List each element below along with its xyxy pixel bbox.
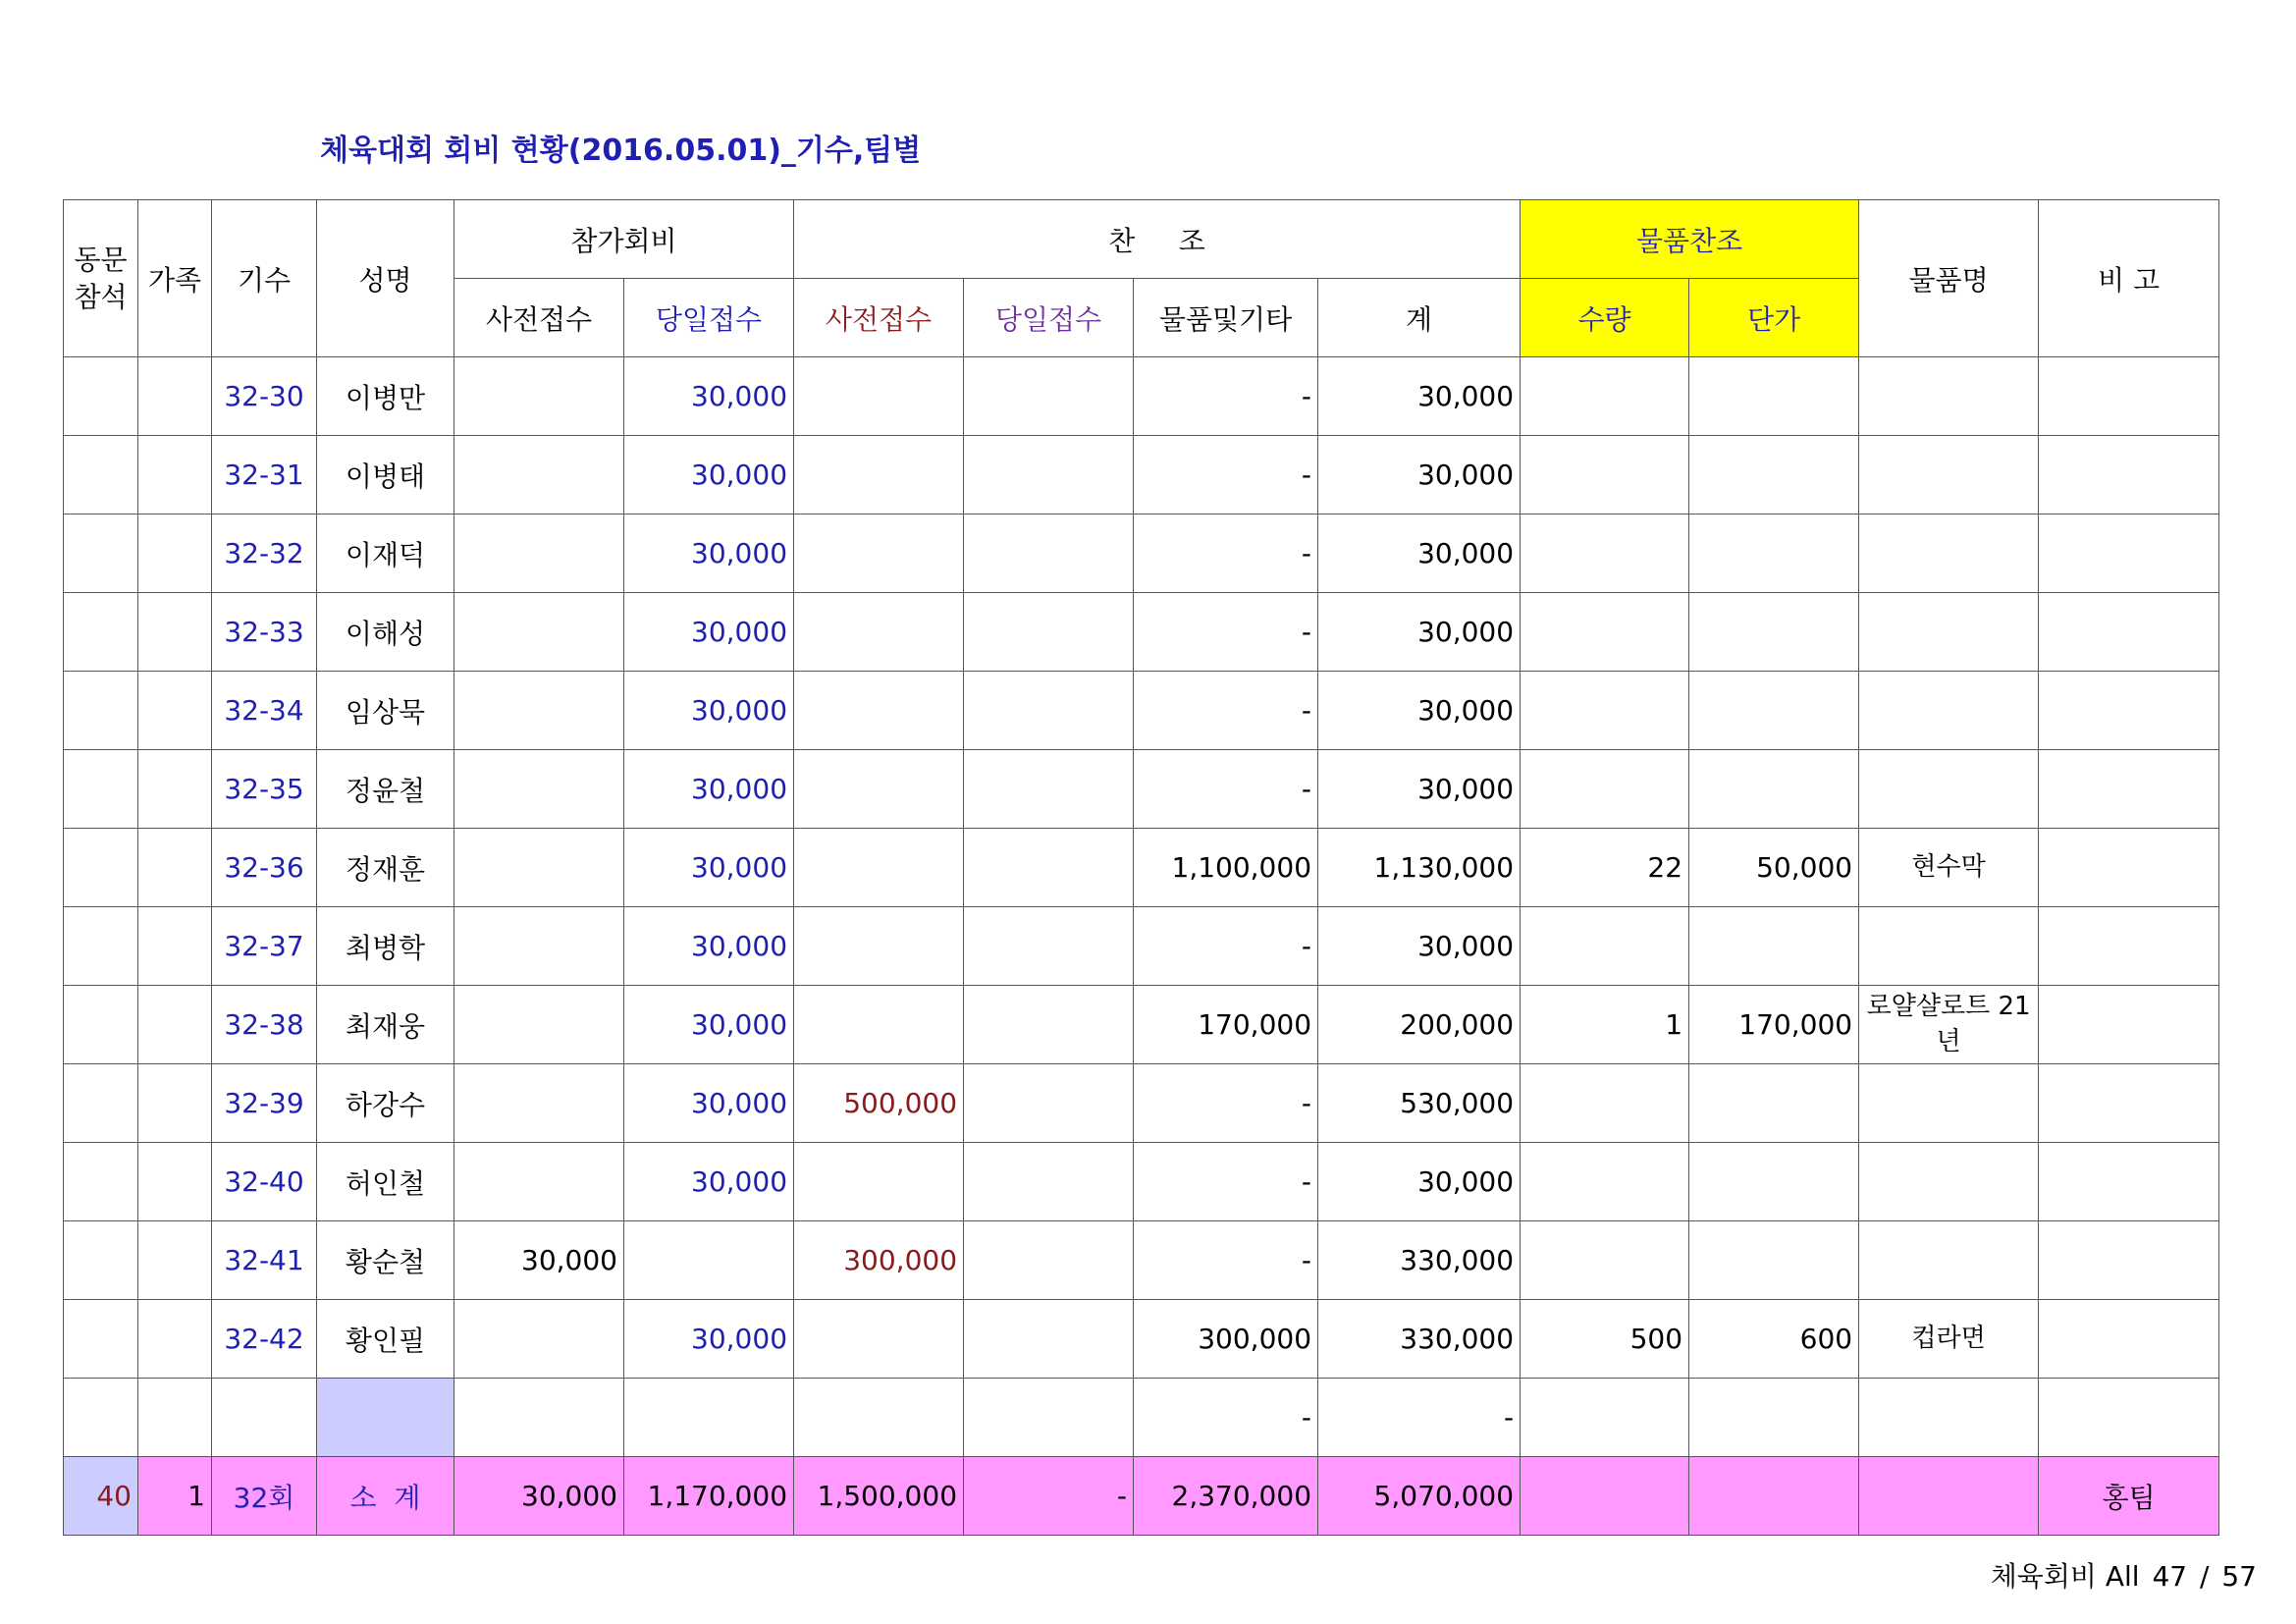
cell-sponsor-pre	[794, 986, 964, 1064]
cell-unit-price	[1689, 436, 1859, 514]
cell-sponsor-day	[964, 1300, 1134, 1379]
cell-sponsor-goods: -	[1134, 1143, 1318, 1221]
cell-fee-day: 30,000	[624, 1300, 794, 1379]
header-sponsor-pre: 사전접수	[794, 279, 964, 357]
cell-sponsor-pre	[794, 1379, 964, 1457]
cell-unit-price	[1689, 357, 1859, 436]
cell-attend	[64, 514, 138, 593]
cell-goods-name	[1859, 593, 2039, 672]
cell-remark	[2039, 514, 2219, 593]
cell-sponsor-goods: -	[1134, 357, 1318, 436]
cell-sponsor-day	[964, 829, 1134, 907]
cell-fee-pre	[454, 1300, 624, 1379]
cell-attend	[64, 907, 138, 986]
table-row	[64, 1064, 2219, 1143]
cell-name: 허인철	[317, 1143, 454, 1221]
cell-sponsor-pre	[794, 750, 964, 829]
cell-unit-price: 600	[1689, 1300, 1859, 1379]
subtotal-fee-pre: 30,000	[454, 1457, 624, 1536]
cell-sponsor-goods: -	[1134, 750, 1318, 829]
cell-family	[138, 1221, 212, 1300]
cell-sponsor-pre	[794, 357, 964, 436]
cell-goods-name	[1859, 1143, 2039, 1221]
cell-family	[138, 1379, 212, 1457]
cell-fee-pre	[454, 907, 624, 986]
cell-fee-pre	[454, 672, 624, 750]
header-row-1	[64, 200, 2219, 279]
cell-goods-name	[1859, 357, 2039, 436]
cell-fee-pre	[454, 1064, 624, 1143]
cell-fee-day: 30,000	[624, 1143, 794, 1221]
table-row	[64, 1379, 2219, 1457]
table-row	[64, 514, 2219, 593]
cell-class: 32-39	[212, 1064, 317, 1143]
cell-remark	[2039, 436, 2219, 514]
cell-goods-name	[1859, 1379, 2039, 1457]
cell-sponsor-total: 30,000	[1318, 357, 1521, 436]
header-class: 기수	[212, 200, 317, 357]
cell-name: 최병학	[317, 907, 454, 986]
cell-name: 하강수	[317, 1064, 454, 1143]
cell-fee-day: 30,000	[624, 750, 794, 829]
cell-family	[138, 593, 212, 672]
cell-unit-price	[1689, 907, 1859, 986]
cell-sponsor-day	[964, 1379, 1134, 1457]
cell-qty	[1521, 1221, 1689, 1300]
header-fee-pre: 사전접수	[454, 279, 624, 357]
cell-unit-price	[1689, 1221, 1859, 1300]
cell-fee-day: 30,000	[624, 829, 794, 907]
cell-name: 임상묵	[317, 672, 454, 750]
subtotal-remark: 홍팀	[2039, 1457, 2219, 1536]
cell-sponsor-goods: -	[1134, 436, 1318, 514]
cell-fee-pre: 30,000	[454, 1221, 624, 1300]
header-unit-price: 단가	[1689, 279, 1859, 357]
cell-qty	[1521, 514, 1689, 593]
cell-sponsor-goods: -	[1134, 1221, 1318, 1300]
cell-class: 32-37	[212, 907, 317, 986]
cell-goods-name	[1859, 750, 2039, 829]
footer-page-count: 57	[2221, 1560, 2257, 1593]
cell-family	[138, 1300, 212, 1379]
table-row	[64, 907, 2219, 986]
table-row	[64, 750, 2219, 829]
cell-fee-pre	[454, 1379, 624, 1457]
cell-sponsor-goods: -	[1134, 672, 1318, 750]
cell-class: 32-31	[212, 436, 317, 514]
cell-unit-price	[1689, 593, 1859, 672]
cell-name: 정윤철	[317, 750, 454, 829]
cell-sponsor-total: 30,000	[1318, 436, 1521, 514]
cell-qty	[1521, 750, 1689, 829]
cell-sponsor-day	[964, 750, 1134, 829]
cell-family	[138, 436, 212, 514]
cell-sponsor-total: 200,000	[1318, 986, 1521, 1064]
cell-qty	[1521, 1143, 1689, 1221]
cell-sponsor-pre	[794, 1300, 964, 1379]
cell-qty: 500	[1521, 1300, 1689, 1379]
table-row	[64, 986, 2219, 1064]
cell-sponsor-goods: 1,100,000	[1134, 829, 1318, 907]
header-goods-name: 물품명	[1859, 200, 2039, 357]
sheet-title: 체육대회 회비 현황(2016.05.01)_기수,팀별	[320, 134, 922, 168]
cell-sponsor-total: 30,000	[1318, 1143, 1521, 1221]
table-row	[64, 436, 2219, 514]
cell-fee-pre	[454, 593, 624, 672]
cell-sponsor-day	[964, 1143, 1134, 1221]
subtotal-fee-day: 1,170,000	[624, 1457, 794, 1536]
cell-sponsor-total: 330,000	[1318, 1300, 1521, 1379]
cell-fee-day: 30,000	[624, 357, 794, 436]
cell-qty: 1	[1521, 986, 1689, 1064]
cell-fee-day: 30,000	[624, 986, 794, 1064]
cell-goods-name: 로얄샬로트 21년	[1859, 986, 2039, 1064]
cell-sponsor-day	[964, 907, 1134, 986]
cell-sponsor-goods: -	[1134, 593, 1318, 672]
cell-class: 32-33	[212, 593, 317, 672]
cell-remark	[2039, 907, 2219, 986]
table-row	[64, 672, 2219, 750]
cell-qty	[1521, 357, 1689, 436]
page-footer	[1987, 1555, 2257, 1595]
cell-qty	[1521, 1379, 1689, 1457]
cell-qty	[1521, 593, 1689, 672]
cell-sponsor-goods: -	[1134, 514, 1318, 593]
cell-unit-price	[1689, 514, 1859, 593]
cell-fee-day: 30,000	[624, 593, 794, 672]
cell-qty: 22	[1521, 829, 1689, 907]
cell-attend	[64, 1221, 138, 1300]
cell-remark	[2039, 672, 2219, 750]
footer-page: 47	[2152, 1560, 2188, 1593]
cell-attend	[64, 986, 138, 1064]
table-row	[64, 1143, 2219, 1221]
cell-sponsor-day	[964, 436, 1134, 514]
cell-unit-price	[1689, 1064, 1859, 1143]
cell-sponsor-goods: 170,000	[1134, 986, 1318, 1064]
cell-fee-pre	[454, 514, 624, 593]
cell-family	[138, 1064, 212, 1143]
cell-sponsor-day	[964, 1221, 1134, 1300]
cell-name: 정재훈	[317, 829, 454, 907]
table-row	[64, 1300, 2219, 1379]
header-sponsor-goods: 물품및기타	[1134, 279, 1318, 357]
subtotal-sponsor-goods: 2,370,000	[1134, 1457, 1318, 1536]
cell-sponsor-day	[964, 357, 1134, 436]
cell-class: 32-32	[212, 514, 317, 593]
table-row	[64, 829, 2219, 907]
header-sponsor-total: 계	[1318, 279, 1521, 357]
cell-fee-pre	[454, 1143, 624, 1221]
cell-sponsor-total: 1,130,000	[1318, 829, 1521, 907]
cell-fee-day	[624, 1221, 794, 1300]
cell-name: 최재웅	[317, 986, 454, 1064]
cell-name: 황인필	[317, 1300, 454, 1379]
header-goods-group: 물품찬조	[1521, 200, 1859, 279]
cell-class: 32-35	[212, 750, 317, 829]
subtotal-name: 소 계	[317, 1457, 454, 1536]
cell-fee-day: 30,000	[624, 514, 794, 593]
cell-remark	[2039, 829, 2219, 907]
subtotal-row	[64, 1457, 2219, 1536]
cell-sponsor-pre	[794, 514, 964, 593]
cell-unit-price	[1689, 750, 1859, 829]
cell-class: 32-36	[212, 829, 317, 907]
header-sponsor-group: 찬 조	[794, 200, 1521, 279]
cell-goods-name	[1859, 436, 2039, 514]
table-row	[64, 593, 2219, 672]
cell-family	[138, 986, 212, 1064]
cell-attend	[64, 436, 138, 514]
cell-remark	[2039, 986, 2219, 1064]
cell-qty	[1521, 436, 1689, 514]
cell-sponsor-pre: 500,000	[794, 1064, 964, 1143]
cell-class: 32-42	[212, 1300, 317, 1379]
subtotal-goods-name	[1859, 1457, 2039, 1536]
cell-sponsor-total: 30,000	[1318, 672, 1521, 750]
cell-sponsor-pre	[794, 672, 964, 750]
header-fee-day: 당일접수	[624, 279, 794, 357]
cell-sponsor-day	[964, 986, 1134, 1064]
cell-sponsor-total: 330,000	[1318, 1221, 1521, 1300]
cell-goods-name	[1859, 1221, 2039, 1300]
cell-goods-name: 컵라면	[1859, 1300, 2039, 1379]
cell-sponsor-day	[964, 514, 1134, 593]
cell-attend	[64, 1379, 138, 1457]
cell-unit-price	[1689, 1379, 1859, 1457]
cell-family	[138, 907, 212, 986]
header-qty: 수량	[1521, 279, 1689, 357]
cell-sponsor-total: 530,000	[1318, 1064, 1521, 1143]
subtotal-sponsor-total: 5,070,000	[1318, 1457, 1521, 1536]
cell-goods-name	[1859, 672, 2039, 750]
cell-name: 이병태	[317, 436, 454, 514]
cell-family	[138, 672, 212, 750]
cell-family	[138, 1143, 212, 1221]
cell-remark	[2039, 1143, 2219, 1221]
cell-remark	[2039, 1300, 2219, 1379]
footer-sheet-name: 체육회비 All	[1990, 1560, 2140, 1593]
cell-remark	[2039, 593, 2219, 672]
cell-class: 32-34	[212, 672, 317, 750]
cell-goods-name	[1859, 907, 2039, 986]
cell-family	[138, 829, 212, 907]
cell-attend	[64, 1064, 138, 1143]
cell-family	[138, 750, 212, 829]
subtotal-sponsor-day: -	[964, 1457, 1134, 1536]
cell-remark	[2039, 1379, 2219, 1457]
cell-qty	[1521, 1064, 1689, 1143]
cell-name: 황순철	[317, 1221, 454, 1300]
table-body	[64, 200, 2219, 1536]
cell-fee-day	[624, 1379, 794, 1457]
cell-family	[138, 357, 212, 436]
subtotal-attend: 40	[64, 1457, 138, 1536]
cell-sponsor-day	[964, 593, 1134, 672]
cell-unit-price: 170,000	[1689, 986, 1859, 1064]
header-remark: 비 고	[2039, 200, 2219, 357]
cell-fee-day: 30,000	[624, 436, 794, 514]
cell-unit-price	[1689, 1143, 1859, 1221]
cell-unit-price	[1689, 672, 1859, 750]
cell-attend	[64, 593, 138, 672]
cell-fee-pre	[454, 829, 624, 907]
subtotal-sponsor-pre: 1,500,000	[794, 1457, 964, 1536]
cell-unit-price: 50,000	[1689, 829, 1859, 907]
cell-fee-pre	[454, 986, 624, 1064]
header-sponsor-day: 당일접수	[964, 279, 1134, 357]
cell-class: 32-30	[212, 357, 317, 436]
cell-sponsor-pre	[794, 593, 964, 672]
cell-sponsor-total: 30,000	[1318, 750, 1521, 829]
cell-remark	[2039, 1064, 2219, 1143]
header-family: 가족	[138, 200, 212, 357]
subtotal-class: 32회	[212, 1457, 317, 1536]
cell-class: 32-40	[212, 1143, 317, 1221]
cell-sponsor-pre	[794, 829, 964, 907]
cell-remark	[2039, 357, 2219, 436]
cell-fee-pre	[454, 357, 624, 436]
cell-sponsor-pre	[794, 436, 964, 514]
cell-remark	[2039, 1221, 2219, 1300]
cell-attend	[64, 1300, 138, 1379]
cell-sponsor-total: -	[1318, 1379, 1521, 1457]
cell-sponsor-total: 30,000	[1318, 514, 1521, 593]
cell-class: 32-38	[212, 986, 317, 1064]
header-name: 성명	[317, 200, 454, 357]
cell-fee-pre	[454, 436, 624, 514]
cell-remark	[2039, 750, 2219, 829]
cell-sponsor-goods: -	[1134, 907, 1318, 986]
cell-attend	[64, 672, 138, 750]
cell-fee-day: 30,000	[624, 672, 794, 750]
header-fee-group: 참가회비	[454, 200, 794, 279]
cell-fee-day: 30,000	[624, 907, 794, 986]
cell-sponsor-goods: -	[1134, 1064, 1318, 1143]
cell-name: 이재덕	[317, 514, 454, 593]
cell-sponsor-day	[964, 1064, 1134, 1143]
cell-sponsor-pre	[794, 907, 964, 986]
cell-class: 32-41	[212, 1221, 317, 1300]
cell-goods-name	[1859, 514, 2039, 593]
cell-qty	[1521, 672, 1689, 750]
subtotal-unit-price	[1689, 1457, 1859, 1536]
cell-sponsor-goods: -	[1134, 1379, 1318, 1457]
header-attend: 동문 참석	[64, 200, 138, 357]
cell-goods-name	[1859, 1064, 2039, 1143]
cell-attend	[64, 357, 138, 436]
table-row	[64, 357, 2219, 436]
cell-attend	[64, 1143, 138, 1221]
cell-name	[317, 1379, 454, 1457]
cell-sponsor-pre	[794, 1143, 964, 1221]
fee-table	[63, 199, 2219, 1536]
table-row	[64, 1221, 2219, 1300]
cell-sponsor-day	[964, 672, 1134, 750]
cell-family	[138, 514, 212, 593]
cell-class	[212, 1379, 317, 1457]
cell-fee-day: 30,000	[624, 1064, 794, 1143]
cell-fee-pre	[454, 750, 624, 829]
cell-name: 이병만	[317, 357, 454, 436]
cell-attend	[64, 829, 138, 907]
cell-name: 이해성	[317, 593, 454, 672]
cell-sponsor-goods: 300,000	[1134, 1300, 1318, 1379]
cell-sponsor-total: 30,000	[1318, 593, 1521, 672]
footer-separator: /	[2200, 1560, 2210, 1593]
cell-goods-name: 현수막	[1859, 829, 2039, 907]
subtotal-family: 1	[138, 1457, 212, 1536]
cell-sponsor-total: 30,000	[1318, 907, 1521, 986]
cell-qty	[1521, 907, 1689, 986]
cell-attend	[64, 750, 138, 829]
subtotal-qty	[1521, 1457, 1689, 1536]
cell-sponsor-pre: 300,000	[794, 1221, 964, 1300]
